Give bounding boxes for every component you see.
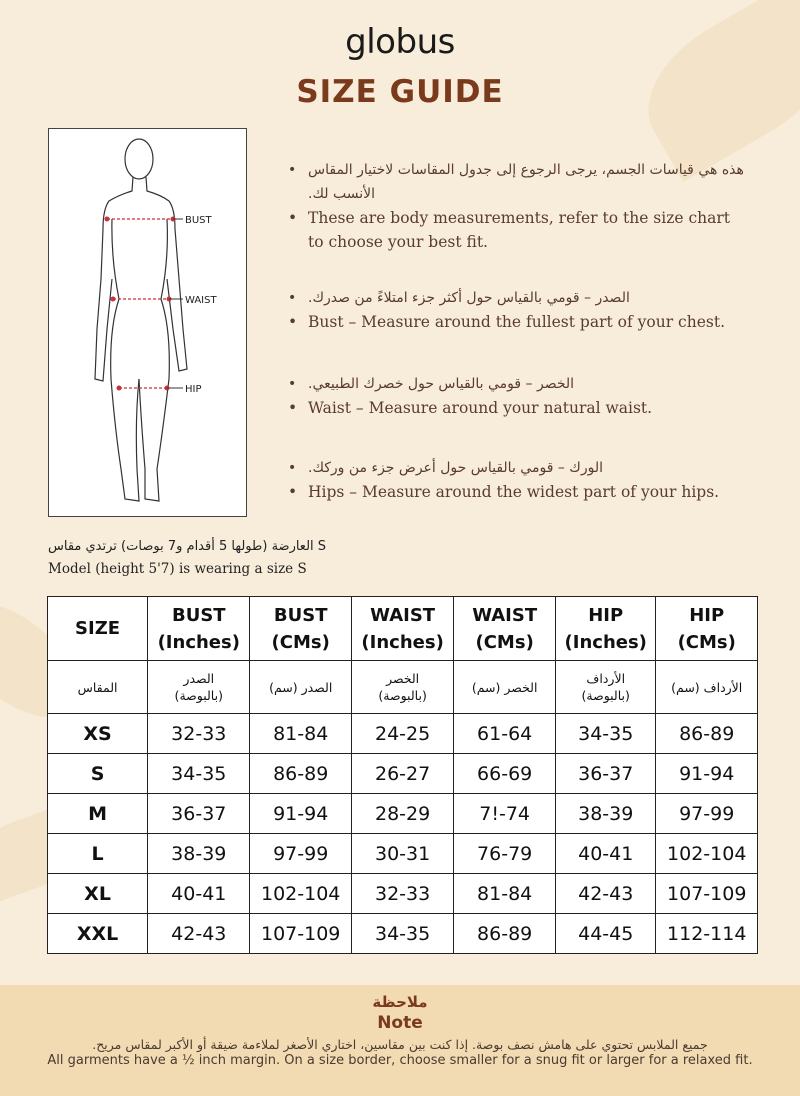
brand-logo: globus [345,22,455,62]
table-cell: 28-29 [351,794,453,834]
table-row [48,874,758,914]
header-text: (Inches) [361,631,444,653]
table-cell: 81-84 [454,874,556,914]
table-cell [351,661,453,714]
table-row [48,714,758,754]
hip-label: HIP [185,384,202,395]
table-cell: 34-35 [148,754,250,794]
table-row [48,794,758,834]
table-cell: XL [48,874,148,914]
table-cell [656,661,758,714]
header-text: (Inches) [564,631,647,653]
header-text: SIZE [75,618,121,639]
bullet-ar: • هذه هي قياسات الجسم، يرجى الرجوع إلى جدول المقاسات لاختيار المقاس الأنسب لك. [288,158,748,206]
table-row [48,834,758,874]
bullet-en: • Waist – Measure around your natural waist. [288,396,738,420]
table-cell: S [48,754,148,794]
table-cell: XXL [48,914,148,954]
bullet-group [288,456,738,504]
table-cell: 107-109 [250,914,352,954]
page-title: SIZE GUIDE [296,74,504,110]
table-cell: 38-39 [148,834,250,874]
table-header-row [48,597,758,661]
table-cell [48,661,148,714]
table-cell: 26-27 [351,754,453,794]
table-cell: 66-69 [454,754,556,794]
table-cell: 44-45 [556,914,656,954]
table-cell: 36-37 [556,754,656,794]
bullet-ar: • الورك – قومي بالقياس حول أعرض جزء من وركك. [288,456,748,480]
size-chart-table [47,596,758,954]
header-text: HIP [588,604,624,626]
table-cell: 32-33 [351,874,453,914]
model-info [48,536,326,580]
table-cell: 112-114 [656,914,758,954]
table-cell: 7!-74 [454,794,556,834]
table-cell [250,597,352,661]
table-cell [556,597,656,661]
waist-label: WAIST [185,295,217,306]
table-cell [148,597,250,661]
header-text: HIP [689,604,725,626]
bullet-en: • Bust – Measure around the fullest part of your chest. [288,310,738,334]
header-text: الخصر [386,671,420,686]
table-cell [250,661,352,714]
header-text: (بالبوصة) [174,688,223,703]
table-header-row [48,661,758,714]
table-cell: 24-25 [351,714,453,754]
header-text: الصدر (سم) [269,679,333,695]
header-text: الخصر (سم) [471,679,538,695]
model-info-en: Model (height 5'7) is wearing a size S [48,561,307,577]
table-cell: 42-43 [148,914,250,954]
model-info-ar: العارضة (طولها 5 أقدام و7 بوصات) ترتدي مقاس S [48,539,327,554]
note-title-ar: ملاحظة [372,993,428,1011]
note-section [0,985,800,1096]
table-cell: 91-94 [250,794,352,834]
table-cell [656,597,758,661]
bullet-en: • Hips – Measure around the widest part of your hips. [288,480,738,504]
table-cell: M [48,794,148,834]
table-cell: L [48,834,148,874]
table-cell [556,661,656,714]
body-measurement-figure [48,128,247,517]
table-cell: 81-84 [250,714,352,754]
table-cell: 38-39 [556,794,656,834]
header-text: (CMs) [475,631,534,653]
bullet-ar: • الخصر – قومي بالقياس حول خصرك الطبيعي. [288,372,748,396]
note-title-en: Note [377,1013,423,1033]
table-cell: 102-104 [656,834,758,874]
table-row [48,914,758,954]
header-text: الصدر [183,671,215,686]
header-text: BUST [273,604,328,626]
table-cell: XS [48,714,148,754]
table-cell: 86-89 [454,914,556,954]
table-cell: 91-94 [656,754,758,794]
bullet-ar: • الصدر – قومي بالقياس حول أكثر جزء امتلاءً من صدرك. [288,286,748,310]
table-cell: 61-64 [454,714,556,754]
table-cell: 40-41 [556,834,656,874]
header-text: BUST [171,604,226,626]
table-cell: 42-43 [556,874,656,914]
header-text: (CMs) [271,631,330,653]
table-cell: 97-99 [656,794,758,834]
table-cell: 34-35 [351,914,453,954]
table-cell [454,661,556,714]
table-cell [48,597,148,661]
table-cell: 86-89 [656,714,758,754]
table-cell: 40-41 [148,874,250,914]
header-text: الأرداف [586,671,626,686]
bullet-group [288,158,744,254]
table-cell: 76-79 [454,834,556,874]
table-cell: 32-33 [148,714,250,754]
table-cell: 102-104 [250,874,352,914]
table-cell: 107-109 [656,874,758,914]
bust-label: BUST [185,215,212,226]
table-cell: 86-89 [250,754,352,794]
header-text: المقاس [77,679,118,695]
table-cell: 97-99 [250,834,352,874]
header-text: الأرداف (سم) [671,679,743,695]
table-cell: 36-37 [148,794,250,834]
header-text: (بالبوصة) [378,688,427,703]
table-cell: 30-31 [351,834,453,874]
header-text: WAIST [472,604,538,626]
table-cell [351,597,453,661]
header-text: (بالبوصة) [581,688,630,703]
table-cell: 34-35 [556,714,656,754]
table-row [48,754,758,794]
note-text-en: All garments have a ½ inch margin. On a size border, choose smaller for a snug fit or larger for a relaxed fit. [47,1053,753,1068]
bullet-group [288,286,738,334]
header-text: WAIST [370,604,436,626]
bullet-group [288,372,738,420]
table-cell [454,597,556,661]
note-text-ar: جميع الملابس تحتوي على هامش نصف بوصة. إذا كنت بين مقاسين، اختاري الأصغر لملاءمة ضيقة أو الأكبر لمقاس مريح. [92,1037,708,1052]
header-text: (Inches) [157,631,240,653]
bullet-en: • These are body measurements, refer to the size chart to choose your best fit. [288,206,738,254]
table-cell [148,661,250,714]
header-text: (CMs) [677,631,736,653]
